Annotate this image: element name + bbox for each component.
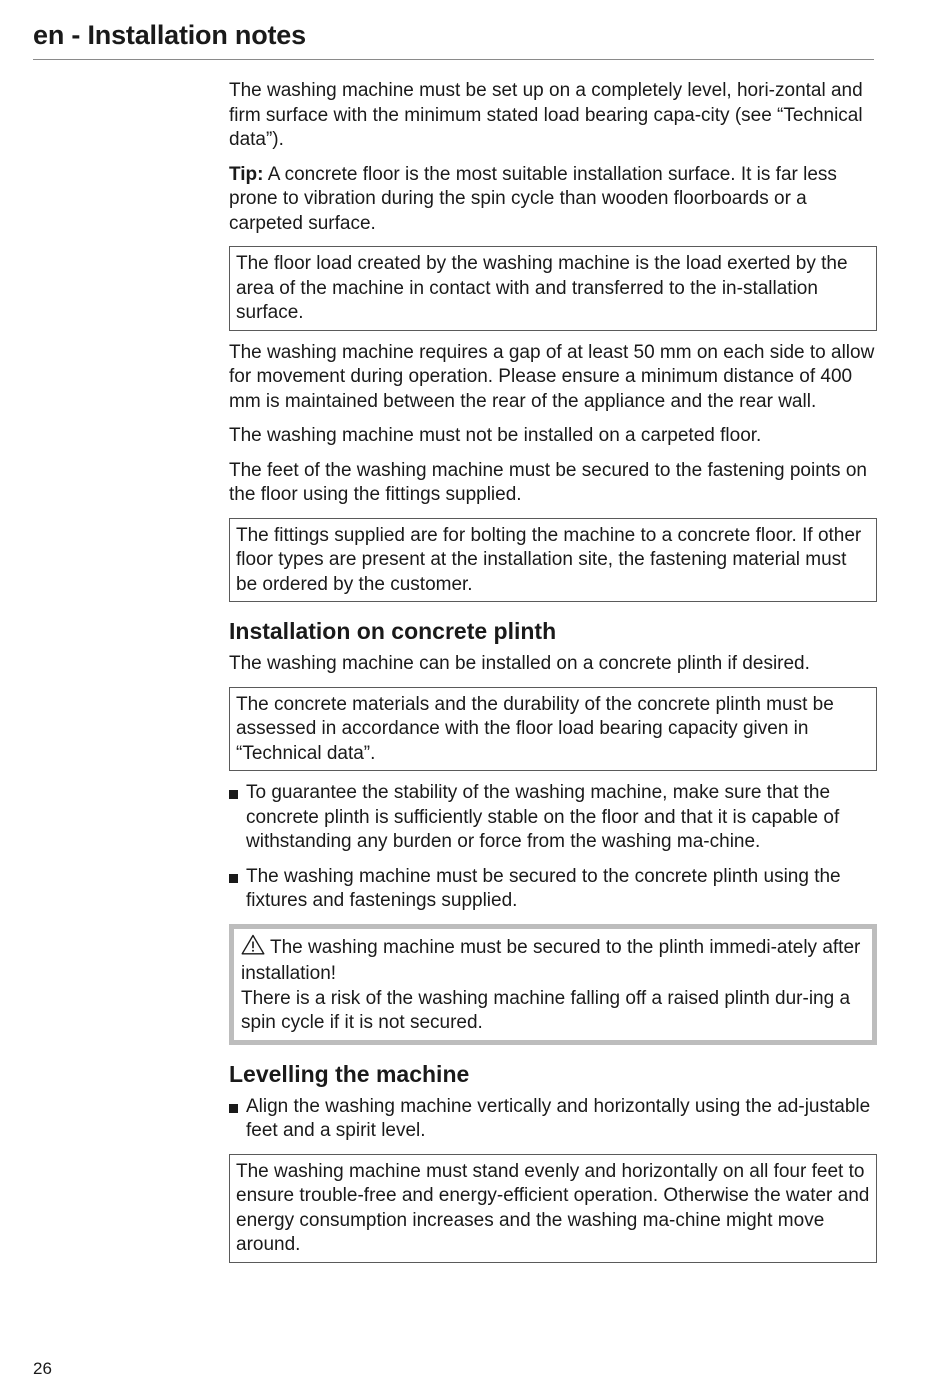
note-text: The washing machine must stand evenly and horizontally on all four feet to ensure trouble-free and energy-efficient operation. Otherwise the water and energy consumption increases and the washing ma-chine might move around. bbox=[236, 1160, 870, 1255]
list-item bbox=[229, 781, 877, 855]
bullet-square-icon bbox=[229, 874, 238, 883]
tip-text: A concrete floor is the most suitable installation surface. It is far less prone to vibration during the spin cycle than wooden floorboards or a carpeted surface. bbox=[229, 163, 837, 234]
carpet-paragraph: The washing machine must not be installed on a carpeted floor. bbox=[229, 425, 762, 446]
section-heading-levelling: Levelling the machine bbox=[229, 1060, 470, 1087]
list-item-text: To guarantee the stability of the washing machine, make sure that the concrete plinth is sufficiently stable on the floor and that it is capable of withstanding any burden or force from the washing ma-chine. bbox=[246, 782, 840, 852]
note-text: The fittings supplied are for bolting the machine to a concrete floor. If other floor types are present at the installation site, the fastening material must be ordered by the customer. bbox=[236, 524, 862, 595]
list-item bbox=[229, 1095, 877, 1144]
note-box-fittings bbox=[229, 518, 877, 603]
bullet-square-icon bbox=[229, 1104, 238, 1113]
plinth-paragraph: The washing machine can be installed on a concrete plinth if desired. bbox=[229, 653, 810, 674]
warning-text: The washing machine must be secured to the plinth immedi-ately after installation! bbox=[241, 936, 861, 984]
note-box-floor-load bbox=[229, 246, 877, 331]
list-item bbox=[229, 865, 877, 914]
note-text: The floor load created by the washing machine is the load exerted by the area of the machine in contact with and transferred to the in-stallation surface. bbox=[236, 253, 848, 323]
header-divider bbox=[33, 59, 874, 60]
page-number: 26 bbox=[33, 1359, 52, 1378]
list-item-text: Align the washing machine vertically and horizontally using the ad-justable feet and a spirit level. bbox=[246, 1095, 871, 1141]
note-box-levelling bbox=[229, 1154, 877, 1263]
warning-detail: There is a risk of the washing machine falling off a raised plinth dur-ing a spin cycle if it is not secured. bbox=[241, 987, 851, 1033]
bullet-square-icon bbox=[229, 790, 238, 799]
tip-label: Tip: bbox=[229, 163, 264, 185]
list-item-text: The washing machine must be secured to the concrete plinth using the fixtures and fastenings supplied. bbox=[246, 865, 841, 911]
main-content bbox=[229, 79, 877, 1273]
section-heading-plinth: Installation on concrete plinth bbox=[229, 618, 557, 644]
warning-triangle-icon bbox=[241, 934, 265, 963]
warning-box bbox=[229, 924, 877, 1045]
note-text: The concrete materials and the durability of the concrete plinth must be assessed in accordance with the floor load bearing capacity given in “Technical data”. bbox=[236, 693, 834, 764]
note-box-concrete bbox=[229, 687, 877, 772]
tip-paragraph bbox=[229, 163, 877, 237]
feet-paragraph: The feet of the washing machine must be secured to the fastening points on the floor using the fittings supplied. bbox=[229, 459, 867, 505]
page-title: en - Installation notes bbox=[33, 20, 306, 50]
intro-paragraph: The washing machine must be set up on a completely level, hori-zontal and firm surface with the minimum stated load bearing capa-city (see “Technical data”). bbox=[229, 80, 863, 150]
gap-paragraph: The washing machine requires a gap of at least 50 mm on each side to allow for movement during operation. Please ensure a minimum distance of 400 mm is maintained between the rear of the appliance and the rear wall. bbox=[229, 341, 875, 412]
